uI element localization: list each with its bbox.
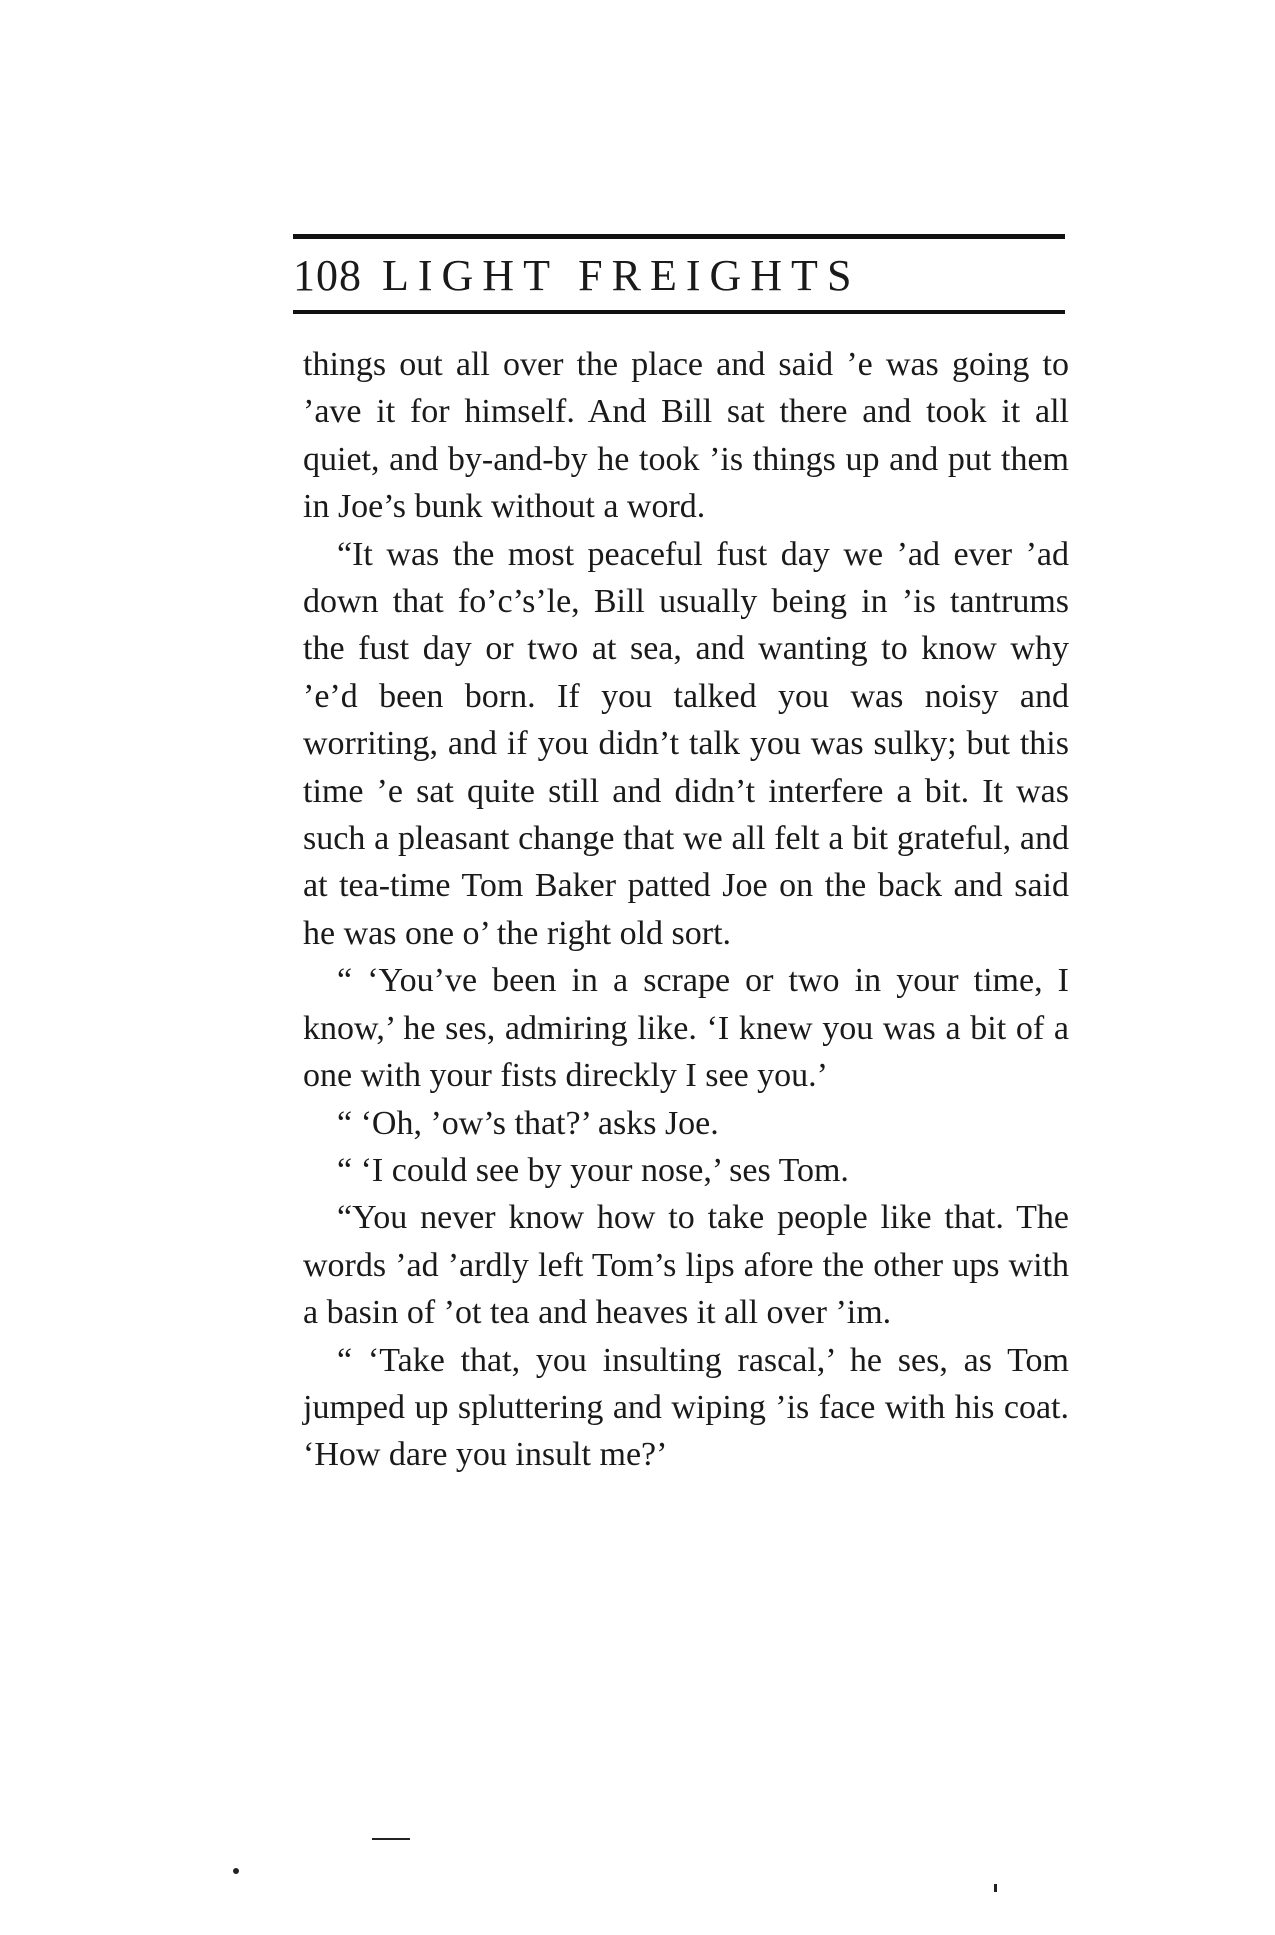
page-header: [293, 246, 1065, 306]
paragraph-2: “It was the most peaceful fust day we ’ad ever ’ad down that fo’c’s’le, Bill usually being in ’is tantrums the fust day or two at sea, and wanting to know why ’e’d been born. If you talked you was noisy and worriting, and if you didn’t talk you was sulky; but this time ’e sat quite still and didn’t interfere a bit. It was such a pleasant change that we all felt a bit grateful, and at tea-time Tom Baker patted Joe on the back and said he was one o’ the right old sort.: [303, 535, 1069, 952]
paragraph-3: “ ‘You’ve been in a scrape or two in your time, I know,’ he ses, admiring like. ‘I knew you was a bit of a one with your fists direckly I see you.’: [303, 962, 1069, 1095]
running-title: LIGHT FREIGHTS: [382, 251, 861, 300]
page-number: 108: [293, 251, 362, 300]
header-rule-top: [293, 234, 1065, 239]
header-rule-bottom: [293, 310, 1065, 314]
body-text: [303, 341, 1069, 1479]
paragraph-5: “ ‘I could see by your nose,’ ses Tom.: [337, 1151, 849, 1189]
paragraph-7: “ ‘Take that, you insulting rascal,’ he ses, as Tom jumped up spluttering and wiping ’is face with his coat. ‘How dare you insult me?’: [303, 1341, 1069, 1474]
paragraph-6: “You never know how to take people like that. The words ’ad ’ardly left Tom’s lips afore the other ups with a basin of ’ot tea and heaves it all over ’im.: [303, 1199, 1069, 1332]
scan-speck: [233, 1868, 239, 1874]
paragraph-4: “ ‘Oh, ’ow’s that?’ asks Joe.: [337, 1104, 719, 1142]
paragraph-1: things out all over the place and said ’e was going to ’ave it for himself. And Bill sat there and took it all quiet, and by-and-by he took ’is things up and put them in Joe’s bunk without a word.: [303, 346, 1069, 526]
scan-speck: [994, 1884, 997, 1892]
scan-speck: [372, 1838, 410, 1840]
